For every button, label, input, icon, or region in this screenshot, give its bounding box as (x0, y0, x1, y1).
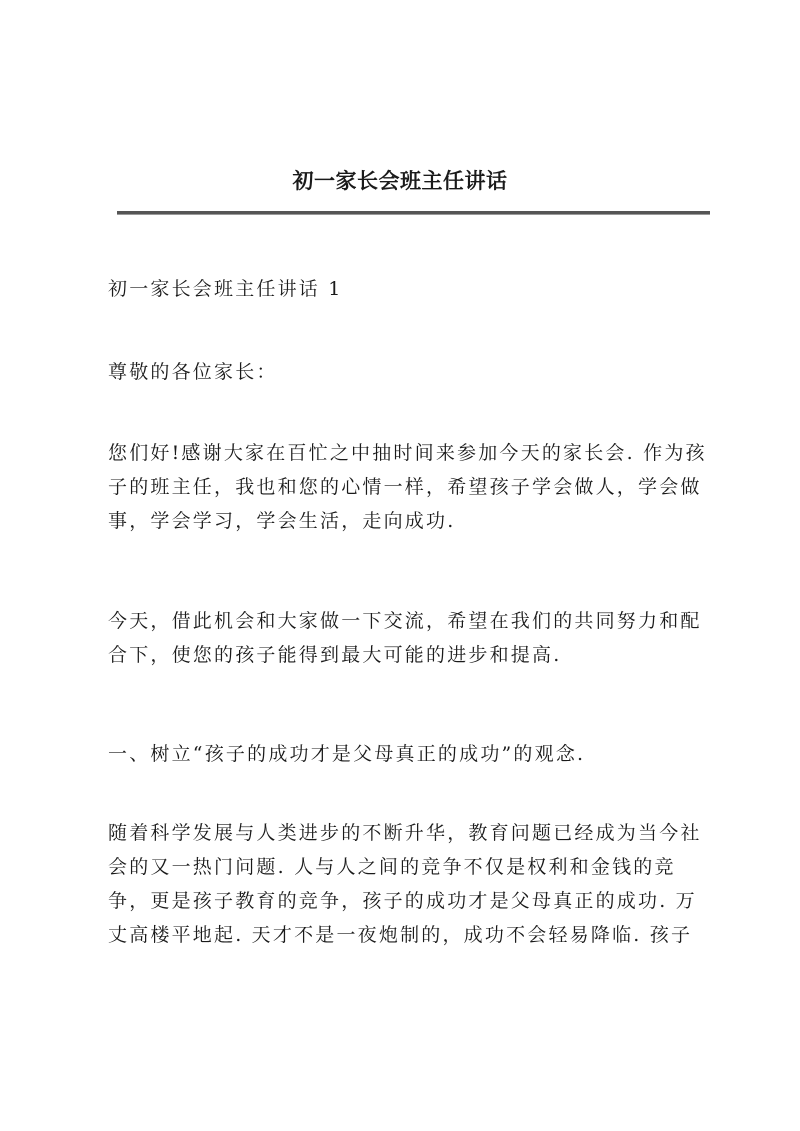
document-title: 初一家长会班主任讲话 (292, 168, 508, 193)
paragraph-opening: 您们好!感谢大家在百忙之中抽时间来参加今天的家长会. 作为孩子的班主任，我也和您的心情一样，希望孩子学会做人，学会做事，学会学习，学会生活，走向成功. (108, 442, 707, 532)
paragraph-exchange: 今天，借此机会和大家做一下交流，希望在我们的共同努力和配合下，使您的孩子能得到最大可能的进步和提高. (108, 610, 702, 666)
greeting: 尊敬的各位家长： (108, 361, 278, 383)
title-divider (117, 211, 710, 215)
section-heading: 一、树立“孩子的成功才是父母真正的成功”的观念. (108, 743, 586, 765)
section-subtitle: 初一家长会班主任讲话 1 (108, 278, 343, 300)
paragraph-body: 随着科学发展与人类进步的不断升华，教育问题已经成为当今社会的又一热门问题. 人与人之间的竞争不仅是权利和金钱的竞争，更是孩子教育的竞争，孩子的成功才是父母真正的成功. 万丈高楼平地起. 天才不是一夜炮制的，成功不会轻易降临. 孩子 (108, 822, 702, 946)
